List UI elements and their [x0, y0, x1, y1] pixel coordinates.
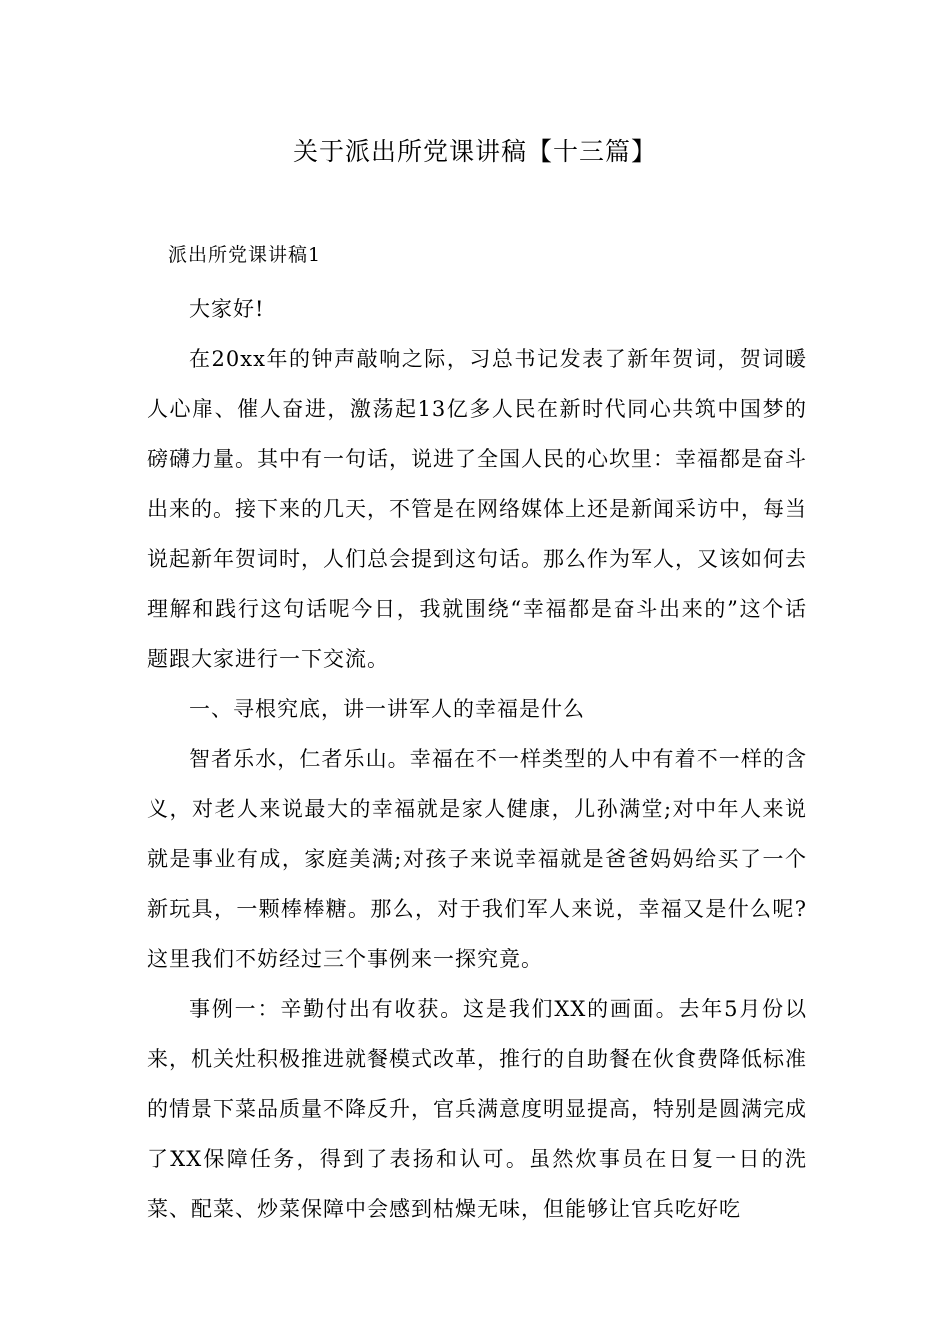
section-heading: 派出所党课讲稿1 [168, 244, 322, 266]
body-paragraph: 事例一：辛勤付出有收获。这是我们XX的画面。去年5月份以来，机关灶积极推进就餐模式改革，推行的自助餐在伙食费降低标准的情景下菜品质量不降反升，官兵满意度明显提高，特别是圆满完成了XX保障任务，得到了表扬和认可。虽然炊事员在日复一日的洗菜、配菜、炒菜保障中会感到枯燥无味，但能够让官兵吃好吃 [147, 997, 807, 1221]
section-heading-paragraph: 一、寻根究底，讲一讲军人的幸福是什么 [189, 697, 585, 721]
document-body [147, 284, 807, 1234]
greeting-paragraph: 大家好! [189, 297, 265, 321]
body-paragraph: 在20xx年的钟声敲响之际，习总书记发表了新年贺词，贺词暖人心扉、催人奋进，激荡起13亿多人民在新时代同心共筑中国梦的磅礴力量。其中有一句话，说进了全国人民的心坎里：幸福都是奋斗出来的。接下来的几天，不管是在网络媒体上还是新闻采访中，每当说起新年贺词时，人们总会提到这句话。那么作为军人，又该如何去理解和践行这句话呢今日，我就围绕“幸福都是奋斗出来的”这个话题跟大家进行一下交流。 [147, 347, 807, 671]
document-title: 关于派出所党课讲稿【十三篇】 [292, 137, 657, 166]
body-paragraph: 智者乐水，仁者乐山。幸福在不一样类型的人中有着不一样的含义，对老人来说最大的幸福就是家人健康，儿孙满堂;对中年人来说就是事业有成，家庭美满;对孩子来说幸福就是爸爸妈妈给买了一个新玩具，一颗棒棒糖。那么，对于我们军人来说，幸福又是什么呢?这里我们不妨经过三个事例来一探究竟。 [147, 747, 807, 971]
